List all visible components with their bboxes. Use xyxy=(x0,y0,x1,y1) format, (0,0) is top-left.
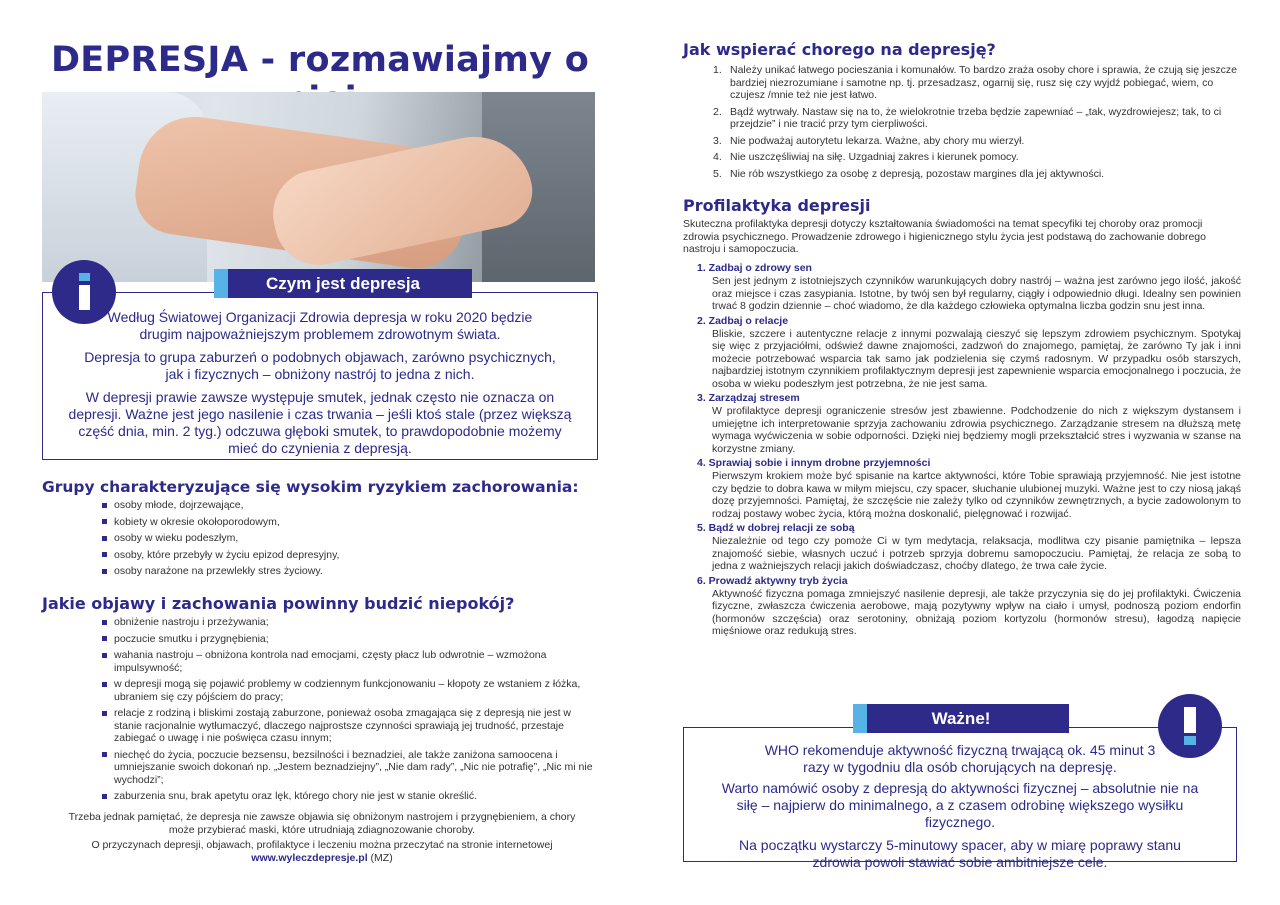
list-item: 1. Należy unikać łatwego pocieszania i komunałów. To bardzo zraża osoby chore i sprawia, że czują się jeszcze bardziej niezrozumiane i samotne np. tj. przesadzasz, ogarnij się, rusz się czy wyjdź pobiegać, wiem, co czujesz /mnie też nie jest łatwo. xyxy=(713,64,1237,101)
list-item: kobiety w okresie okołoporodowym, xyxy=(102,516,582,529)
prevention-item-text: W profilaktyce depresji ograniczenie stresów jest zbawienne. Podchodzenie do nich z większym dystansem i umiejętne ich interpretowanie sprzyja zachowaniu zdrowia psychicznego. Zarządzanie stresem na dłuższą metę wymaga wyćwiczenia w sobie odporności. Dzięki niej będziemy mogli przekształcić stres i wyzwania w szanse na korzystne zmiany. xyxy=(712,405,1241,455)
prevention-item-title: 2. Zadbaj o relacje xyxy=(697,314,789,327)
list-item: osoby narażone na przewlekły stres życiowy. xyxy=(102,565,582,578)
website-link[interactable]: www.wyleczdepresje.pl xyxy=(251,851,368,864)
prevention-item-text: Sen jest jednym z istotniejszych czynników warunkujących dobry nastrój – ważna jest zarówno jego ilość, jakość oraz miejsce i czas zasypiania. Istotne, by twój sen był regularny, ciągły i odpowiednio długi. Idealny sen powinien trwać 8 godzin dziennie – choć wiadomo, że dla każdego człowieka optymalna liczba godzin snu jest inna. xyxy=(712,275,1241,312)
support-list xyxy=(713,64,1239,184)
info-paragraph-2: Depresja to grupa zaburzeń o podobnych objawach, zarówno psychicznych, jak i fizycznych – obniżony nastrój to jedna z nich. xyxy=(84,349,556,382)
symptoms-list xyxy=(102,616,594,807)
prevention-item-text: Pierwszym krokiem może być spisanie na kartce aktywności, które Tobie sprawiają przyjemność. Nie jest istotne czy będzie to dobra kawa w miłym miejscu, czy spacer, słuchanie ulubionej muzyki. Ważne jest to czy niosą jakąś dozę przyjemności. Pamiętaj, że szczęście nie zależy tylko od czynników zewnętrznych, a bycie zadowolonym to rodzaj postawy wobec życia, którą można doskonalić, pielęgnować i rozwijać. xyxy=(712,470,1241,520)
list-item: osoby młode, dojrzewające, xyxy=(102,499,582,512)
important-paragraph-1: WHO rekomenduje aktywność fizyczną trwającą ok. 45 minut 3 razy w tygodniu dla osób chorujących na depresję. xyxy=(764,742,1156,775)
list-item xyxy=(697,262,1241,313)
source-text: O przyczynach depresji, objawach, profilaktyce i leczeniu można przeczytać na stronie internetowej xyxy=(91,839,553,851)
list-item: w depresji mogą się pojawić problemy w codziennym funkcjonowaniu – kłopoty ze wstaniem z łóżka, ubraniem się czy pójściem do pracy; xyxy=(102,678,594,703)
list-item: relacje z rodziną i bliskimi zostają zaburzone, ponieważ osoba zmagająca się z depresją nie jest w stanie racjonalnie wytłumaczyć, dlaczego najprostsze czynności sprawiają jej trudność, przestaje zabiegać o uwagę i nie poświęca czasu innym; xyxy=(102,707,594,745)
list-item: niechęć do życia, poczucie bezsensu, bezsilności i beznadziei, ale także zaniżona samoocena i umniejszanie swoich dokonań np. „Jestem beznadziejny”, „Nie dam rady”, „Nic nie potrafię”, „Nic mi nie wychodzi”; xyxy=(102,749,594,787)
symptoms-note: Trzeba jednak pamiętać, że depresja nie zawsze objawia się obniżonym nastrojem i przygnębieniem, a chory może przybierać maski, które utrudniają zdiagnozowanie choroby. xyxy=(68,811,576,836)
prevention-item-title: 5. Bądź w dobrej relacji ze sobą xyxy=(697,522,855,534)
exclamation-icon xyxy=(1158,694,1222,758)
info-box xyxy=(42,292,598,460)
list-item: obniżenie nastroju i przeżywania; xyxy=(102,616,594,629)
info-paragraph-3: W depresji prawie zawsze występuje smutek, jednak często nie oznacza on depresji. Ważne jest jego nasilenie i czas trwania – jeśli ktoś stale (przez większą część dnia, min. 2 tyg.) odczuwa głęboki smutek, to prawdopodobnie możemy mieć do czynienia z depresją. xyxy=(68,389,572,456)
list-item: zaburzenia snu, brak apetytu oraz lęk, którego chory nie jest w stanie określić. xyxy=(102,790,594,803)
prevention-item-text: Niezależnie od tego czy pomoże Ci w tym medytacja, relaksacja, modlitwa czy pisanie pamiętnika – lepsza znajomość siebie, własnych uczuć i potrzeb sprzyja dobremu samopoczuciu. Pamiętaj, że relacja ze sobą to jedna z ważniejszych relacji jakich doświadczasz, choćby dlatego, że trwa całe życie. xyxy=(712,535,1241,572)
left-column xyxy=(42,0,598,905)
important-box-heading xyxy=(853,704,1069,733)
info-paragraph-1: Według Światowej Organizacji Zdrowia depresja w roku 2020 będzie drugim najpoważniejszym problemem zdrowotnym świata. xyxy=(107,309,533,342)
symptoms-heading: Jakie objawy i zachowania powinny budzić niepokój? xyxy=(42,594,515,613)
risk-groups-list xyxy=(102,499,582,582)
important-box xyxy=(683,727,1237,870)
page-title: DEPRESJA - rozmawiajmy o xyxy=(50,40,590,80)
prevention-item-title: 1. Zadbaj o zdrowy sen xyxy=(697,262,812,274)
list-item: 4. Nie uszczęśliwiaj na siłę. Uzgadniaj zakres i kierunek pomocy. xyxy=(713,151,1019,163)
list-item xyxy=(697,457,1241,520)
list-item xyxy=(697,522,1241,573)
prevention-list xyxy=(697,262,1241,640)
important-box-heading-text: Ważne! xyxy=(931,709,991,728)
list-item: wahania nastroju – obniżona kontrola nad emocjami, częsty płacz lub odwrotnie – wzmożona impulsywność; xyxy=(102,649,594,674)
important-paragraph-3: Na początku wystarczy 5-minutowy spacer, aby w miarę poprawy stanu zdrowia powoli stawiać sobie ambitniejsze cele. xyxy=(739,837,1181,870)
list-item: osoby w wieku podeszłym, xyxy=(102,532,582,545)
info-box-heading-text: Czym jest depresja xyxy=(265,274,420,293)
list-item: osoby, które przebyły w życiu epizod depresyjny, xyxy=(102,549,582,562)
important-paragraph-2: Warto namówić osoby z depresją do aktywności fizycznej – absolutnie nie na siłę – najpierw do minimalnego, a z czasem odrobinę większego wysiłku fizycznego. xyxy=(721,780,1199,830)
holding-hands-photo xyxy=(42,92,595,282)
list-item: 2. Bądź wytrwały. Nastaw się na to, że wielokrotnie trzeba będzie zapewniać – „tak, wyzdrowiejesz; tak, to ci przejdzie” i nie tracić przy tym cierpliwości. xyxy=(713,105,1222,130)
list-item xyxy=(697,575,1241,638)
prevention-item-text: Bliskie, szczere i autentyczne relacje z innymi pozwalają cieszyć się lepszym zdrowiem psychicznym. Spotykaj się więc z przyjaciółmi, odświeź dawne znajomości, zadzwoń do znajomego, pamiętaj, że zarówno Ty jak i inni możecie potrzebować wsparcia tak samo jak podzielenia się czymś radosnym. W przypadku osób starszych, najbardziej istotnym czynnikiem profilaktycznym depresji jest zapewnienie wsparcia emocjonalnego i poczucia, że osoba w wieku podeszłym jest potrzebna, że nie jest sama. xyxy=(712,327,1241,390)
info-box-heading xyxy=(214,269,472,298)
prevention-item-title: 6. Prowadź aktywny tryb życia xyxy=(697,574,848,587)
support-heading: Jak wspierać chorego na depresję? xyxy=(683,40,996,59)
prevention-item-text: Aktywność fizyczna pomaga zmniejszyć nasilenie depresji, ale także przyczynia się do jej profilaktyki. Ćwiczenia fizyczne, zwłaszcza ćwiczenia aerobowe, mają pozytywny wpływ na ciało i umysł, podnoszą poziom endorfin (hormonów szczęścia) oraz serotoniny, obniżają poziom kortyzolu (hormonów stresu), łagodzą napięcie mięśniowe oraz redukują stres. xyxy=(712,587,1241,637)
prevention-item-title: 3. Zarządzaj stresem xyxy=(697,392,800,404)
link-suffix: (MZ) xyxy=(367,851,393,864)
list-item: 3. Nie podważaj autorytetu lekarza. Ważne, aby chory mu wierzył. xyxy=(713,134,1025,147)
prevention-heading: Profilaktyka depresji xyxy=(683,196,871,215)
info-icon xyxy=(52,260,116,324)
prevention-item-title: 4. Sprawiaj sobie i innym drobne przyjemności xyxy=(697,457,931,469)
list-item xyxy=(697,392,1241,455)
source-line xyxy=(52,839,592,864)
prevention-intro: Skuteczna profilaktyka depresji dotyczy kształtowania świadomości na temat specyfiki tej choroby oraz promocji zdrowia psychicznego. Prowadzenie zdrowego i higienicznego stylu życia jest podstawą do zachowanie dobrego nastroju i samopoczucia. xyxy=(683,218,1206,255)
list-item: poczucie smutku i przygnębienia; xyxy=(102,633,594,646)
list-item xyxy=(697,315,1241,391)
right-column xyxy=(683,0,1241,905)
list-item: 5. Nie rób wszystkiego za osobę z depresją, pozostaw margines dla jej aktywności. xyxy=(713,167,1105,180)
risk-groups-heading: Grupy charakteryzujące się wysokim ryzykiem zachorowania: xyxy=(42,478,579,496)
